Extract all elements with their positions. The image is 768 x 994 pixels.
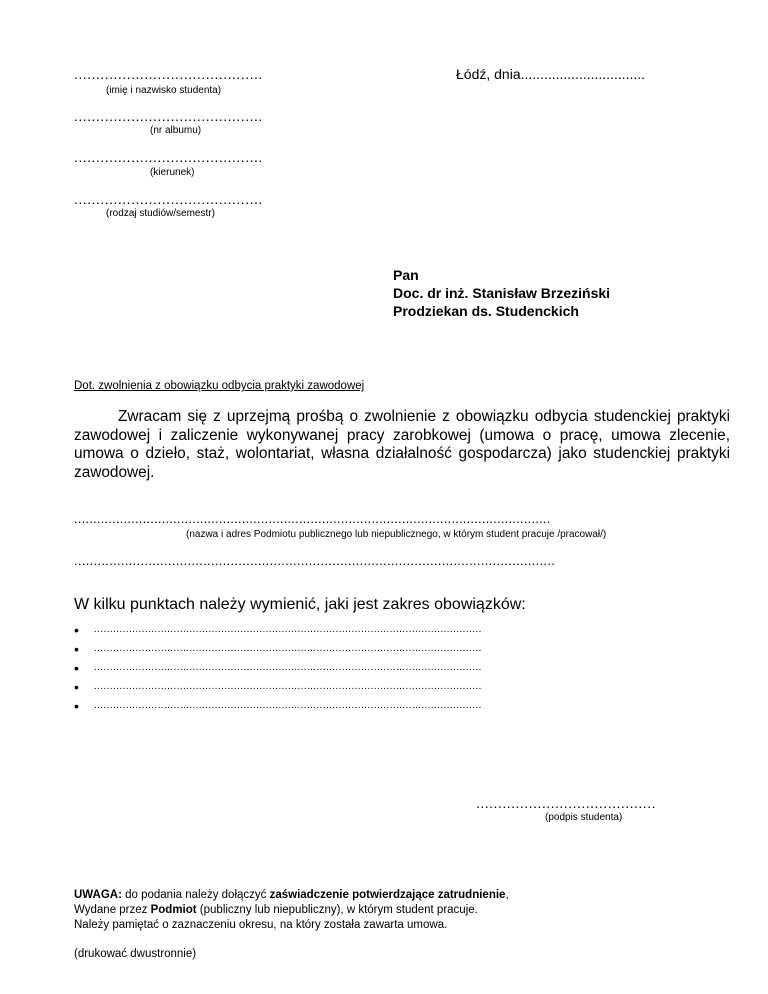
- addressee-line-3: Prodziekan ds. Studenckich: [393, 303, 579, 319]
- city-date: Łódź, dnia................................: [456, 66, 646, 82]
- notice: [74, 888, 509, 933]
- print-note: (drukować dwustronnie): [74, 948, 197, 960]
- notice-line-2-b: (publiczny lub niepubliczny), w którym student pracuje.: [196, 904, 478, 916]
- signature-label: (podpis studenta): [545, 812, 623, 823]
- list-item: • ..........................................................................................................................: [74, 624, 482, 643]
- request-paragraph: Zwracam się z uprzejmą prośbą o zwolnienie z obowiązku odbycia studenckiej praktyki zawodowej i zaliczenie wykonywanej pracy zarobkowej (umowa o pracę, umowa zlecenie, umowa o dzieło, staż, wolontariat, własna działalność gospodarcza) jako studenckiej praktyki zawodowej.: [74, 408, 730, 481]
- addressee-line-2: Doc. dr inż. Stanisław Brzeziński: [393, 285, 611, 301]
- duties-list: [74, 624, 482, 719]
- notice-line-2-a: Wydane przez: [74, 904, 151, 916]
- list-item: • ..........................................................................................................................: [74, 700, 482, 719]
- notice-bold-1: zaświadczenie potwierdzające zatrudnienie: [269, 889, 506, 901]
- notice-line-2: [74, 903, 509, 918]
- notice-text-1: do podania należy dołączyć: [121, 889, 270, 901]
- album-number-dots: ...........................................: [74, 108, 263, 124]
- list-item: • ..........................................................................................................................: [74, 662, 482, 681]
- major-dots: ...........................................: [74, 149, 263, 165]
- student-name-label: (imię i nazwisko studenta): [106, 85, 222, 96]
- signature-dots: .........................................: [476, 795, 656, 811]
- employer-label: (nazwa i adres Podmiotu publicznego lub niepublicznego, w którym student pracuje /pracował/): [186, 529, 607, 540]
- notice-line-1: [74, 888, 509, 903]
- subject-line: Dot. zwolnienia z obowiązku odbycia praktyki zawodowej: [74, 380, 365, 392]
- notice-line-2-bold: Podmiot: [150, 904, 197, 916]
- study-type-label: (rodzaj studiów/semestr): [106, 208, 215, 219]
- student-name-dots: ...........................................: [74, 66, 263, 82]
- notice-line-3: Należy pamiętać o zaznaczeniu okresu, na który została zawarta umowa.: [74, 919, 448, 931]
- major-label: (kierunek): [150, 167, 195, 178]
- list-item: • ..........................................................................................................................: [74, 643, 482, 662]
- notice-uwaga: UWAGA:: [74, 889, 122, 901]
- album-number-label: (nr albumu): [150, 125, 202, 136]
- study-type-dots: ...........................................: [74, 191, 263, 207]
- employer-dots-1: .............................................................................................................................: [74, 511, 551, 526]
- notice-text-2: ,: [505, 889, 509, 901]
- list-item: • ..........................................................................................................................: [74, 681, 482, 700]
- addressee-line-1: Pan: [393, 267, 419, 283]
- duties-heading: W kilku punktach należy wymienić, jaki jest zakres obowiązków:: [74, 596, 526, 613]
- addressee: [393, 266, 610, 320]
- employer-dots-2: ...........................................................................................................................: [74, 553, 556, 568]
